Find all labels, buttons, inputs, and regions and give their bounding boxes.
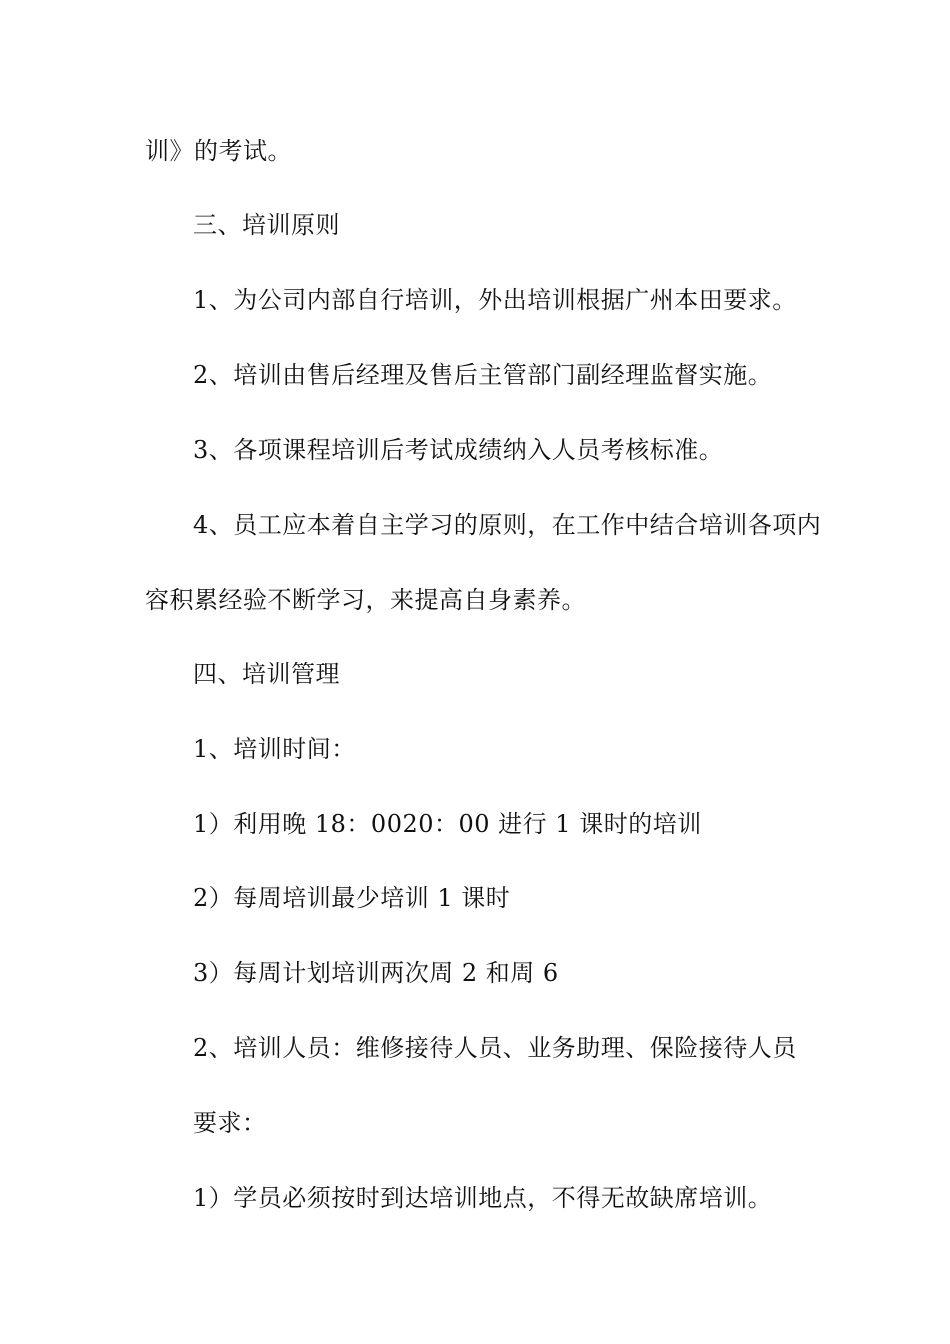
- list-item: 2）每周培训最少培训 1 课时: [193, 884, 511, 912]
- paragraph-continuation: 容积累经验不断学习，来提高自身素养。: [145, 586, 586, 614]
- paragraph-continuation: 训》的考试。: [145, 137, 292, 165]
- paragraph: 要求：: [193, 1109, 267, 1137]
- paragraph: 1、为公司内部自行培训，外出培训根据广州本田要求。: [193, 286, 797, 314]
- section-heading: 四、培训管理: [193, 660, 340, 688]
- list-item: 1）学员必须按时到达培训地点，不得无故缺席培训。: [193, 1184, 773, 1212]
- paragraph: 3、各项课程培训后考试成绩纳入人员考核标准。: [193, 436, 724, 464]
- list-item: 1）利用晚 18：0020：00 进行 1 课时的培训: [193, 810, 702, 838]
- paragraph: 1、培训时间：: [193, 735, 356, 763]
- paragraph: 2、培训人员：维修接待人员、业务助理、保险接待人员: [193, 1034, 797, 1062]
- paragraph: 4、员工应本着自主学习的原则，在工作中结合培训各项内: [193, 511, 822, 539]
- paragraph: 2、培训由售后经理及售后主管部门副经理监督实施。: [193, 361, 773, 389]
- section-heading: 三、培训原则: [193, 211, 340, 239]
- list-item: 3）每周计划培训两次周 2 和周 6: [193, 959, 559, 987]
